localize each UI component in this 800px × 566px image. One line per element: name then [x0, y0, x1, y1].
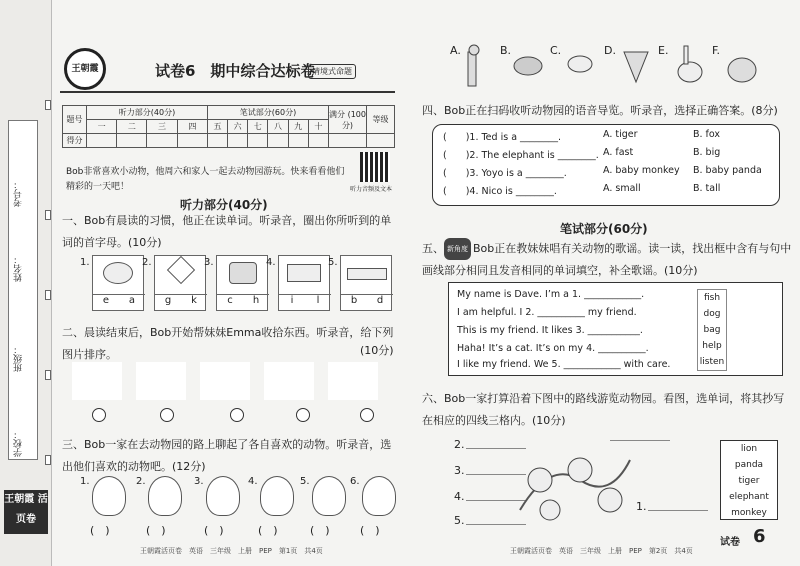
item-number: 1. — [636, 500, 647, 513]
binding-mark — [45, 100, 51, 110]
score-cell[interactable] — [87, 134, 117, 148]
exam-tag: 情境式命题 — [308, 64, 356, 79]
order-circle[interactable] — [92, 408, 106, 422]
writing-line[interactable] — [648, 510, 708, 511]
scene-picture — [72, 362, 122, 400]
page-number: 6 — [753, 526, 766, 547]
grade-header: 等级 — [367, 106, 395, 134]
letter-option[interactable]: h — [243, 294, 269, 306]
bird-icon — [562, 42, 610, 88]
fish-icon — [508, 42, 556, 88]
question-4-text: 四、Bob正在扫码收听动物园的语音导览。听录音，选择正确答案。(8分) — [422, 104, 778, 117]
song-line[interactable]: This is my friend. It likes 3. ___________. — [457, 325, 643, 336]
page-badge: 试卷 — [720, 537, 740, 548]
qr-code[interactable] — [360, 152, 390, 182]
song-line[interactable]: My name is Dave. I’m a 1. ____________. — [457, 289, 645, 300]
dad-face — [260, 476, 294, 516]
letter-option[interactable]: c — [217, 294, 243, 306]
answer-blank[interactable]: ( ) — [258, 524, 278, 537]
question-3-text: 三、Bob一家在去动物园的路上聊起了各自喜欢的动物。听录音，选出他们喜欢的动物吧。(12分) — [62, 438, 392, 473]
answer-blank[interactable]: ( ) — [310, 524, 330, 537]
q-number: 五 — [207, 120, 227, 134]
word-option: bag — [703, 325, 721, 335]
publisher-logo: 王朝霞 — [64, 48, 106, 90]
question-6-text: 六、Bob一家打算沿着下图中的路线游览动物园。看图，选单词，将其抄写在相应的四线三格内。(10分) — [422, 392, 785, 427]
answer-blank[interactable]: ( ) — [90, 524, 110, 537]
score-cell[interactable] — [268, 134, 288, 148]
exam-title: 试卷6 期中综合达标卷 — [155, 62, 316, 80]
option-letter: C. — [550, 44, 562, 57]
scene-picture — [264, 362, 314, 400]
option-letter: B. — [500, 44, 512, 57]
word-option: fish — [703, 293, 721, 303]
q-number: 六 — [228, 120, 248, 134]
q4-row — [443, 183, 773, 201]
q4-option-a[interactable]: A. fast — [603, 147, 634, 158]
q5-prefix: 五、 — [422, 242, 444, 255]
q4-box — [432, 124, 780, 206]
q6-word-bank — [720, 440, 778, 520]
q-number: 一 — [87, 120, 117, 134]
q4-option-b[interactable]: B. tall — [693, 183, 721, 194]
letter-option[interactable]: l — [305, 294, 331, 306]
q-number: 九 — [288, 120, 308, 134]
word-option: dog — [703, 309, 721, 319]
q4-question[interactable]: ( )2. The elephant is ________. — [443, 150, 599, 161]
listening-header: 听力部分(40分) — [87, 106, 208, 120]
letter-option[interactable]: d — [367, 294, 393, 306]
binding-mark — [45, 370, 51, 380]
q5-instruction: Bob正在教妹妹唱有关动物的歌谣。读一读，找出框中含有与句中画线部分相同且发音相同的单词填空，补全歌谣。(10分) — [422, 242, 792, 277]
q4-option-b[interactable]: B. baby panda — [693, 165, 762, 176]
item-number: 3. — [454, 464, 465, 477]
scene-picture — [200, 362, 250, 400]
letter-option[interactable]: i — [279, 294, 305, 306]
bed-picture — [340, 255, 392, 311]
question-2-score: (10分) — [360, 344, 394, 357]
row-label: 题号 — [63, 106, 87, 134]
word-option: listen — [699, 357, 725, 367]
letter-option[interactable]: b — [341, 294, 367, 306]
word-bank — [697, 289, 727, 371]
question-5-text — [422, 238, 792, 282]
word-option: monkey — [731, 508, 767, 518]
score-cell[interactable] — [308, 134, 328, 148]
word-option: elephant — [729, 492, 769, 502]
item-number: 5. — [454, 514, 465, 527]
letter-option[interactable]: a — [119, 294, 145, 306]
q4-row — [443, 147, 773, 165]
item-number: 5. — [300, 476, 310, 487]
new-angle-badge: 新角度 — [444, 238, 471, 260]
binding-mark — [45, 455, 51, 465]
song-line[interactable]: I am helpful. I 2. __________ my friend. — [457, 307, 637, 318]
q-number: 八 — [268, 120, 288, 134]
title-bar — [60, 48, 395, 93]
item-number: 3. — [194, 476, 204, 487]
q4-option-b[interactable]: B. fox — [693, 129, 721, 140]
dog-icon — [722, 42, 770, 88]
girl-face — [362, 476, 396, 516]
q4-row — [443, 165, 773, 183]
ill-child-picture — [278, 255, 330, 311]
grandma-face — [148, 476, 182, 516]
grandpa-face — [92, 476, 126, 516]
item-number: 1. — [80, 257, 90, 268]
score-cell[interactable] — [329, 134, 367, 148]
answer-blank[interactable]: ( ) — [360, 524, 380, 537]
item-number: 2. — [136, 476, 146, 487]
q4-option-a[interactable]: A. small — [603, 183, 641, 194]
word-option: lion — [740, 444, 758, 454]
binding-mark — [45, 290, 51, 300]
item-number: 3. — [204, 257, 214, 268]
order-circle[interactable] — [296, 408, 310, 422]
score-cell[interactable] — [248, 134, 268, 148]
order-circle[interactable] — [230, 408, 244, 422]
q4-row — [443, 129, 773, 147]
question-2-text: 二、晨读结束后，Bob开始帮妹妹Emma收拾东西。听录音，给下列图片排序。 — [62, 326, 394, 361]
item-number: 6. — [350, 476, 360, 487]
q4-option-a[interactable]: A. baby monkey — [603, 165, 680, 176]
option-letter: E. — [658, 44, 669, 57]
school-field-label: 学校： — [14, 430, 24, 457]
item-number: 4. — [266, 257, 276, 268]
name-field-label: 姓名： — [14, 255, 24, 282]
score-cell[interactable] — [117, 134, 147, 148]
score-cell[interactable] — [177, 134, 207, 148]
writing-header: 笔试部分(60分) — [207, 106, 328, 120]
answer-blank[interactable]: ( ) — [204, 524, 224, 537]
q-number: 十 — [308, 120, 328, 134]
item-number: 2. — [142, 257, 152, 268]
score-cell[interactable] — [367, 134, 395, 148]
page-footer: 王朝霞活页卷 英语 三年级 上册 PEP 第1页 共4页 — [140, 547, 323, 555]
mom-face — [206, 476, 240, 516]
word-option: panda — [734, 460, 764, 470]
letter-option[interactable]: e — [93, 294, 119, 306]
letter-option[interactable]: k — [181, 294, 207, 306]
order-circle[interactable] — [360, 408, 374, 422]
item-number: 4. — [454, 490, 465, 503]
item-number: 5. — [328, 257, 338, 268]
word-option: help — [702, 341, 722, 351]
listening-section-title: 听力部分(40分) — [180, 198, 268, 212]
q4-option-b[interactable]: B. big — [693, 147, 721, 158]
q-number: 七 — [248, 120, 268, 134]
scene-picture — [136, 362, 186, 400]
option-letter: D. — [604, 44, 616, 57]
left-page — [60, 0, 400, 566]
fox-icon — [616, 42, 664, 88]
brand-logo: 王朝霞 活页卷 — [4, 490, 48, 534]
q-number: 二 — [117, 120, 147, 134]
q4-question[interactable]: ( )4. Nico is ________. — [443, 186, 557, 197]
q1-picture-row — [80, 255, 400, 315]
rabbit-icon — [670, 42, 721, 88]
total-header: 满分 (100分) — [329, 106, 367, 134]
score-label: 得分 — [63, 134, 87, 148]
order-circle[interactable] — [160, 408, 174, 422]
scene-picture — [328, 362, 378, 400]
option-letter: A. — [450, 44, 461, 57]
item-number: 2. — [454, 438, 465, 451]
score-cell[interactable] — [288, 134, 308, 148]
q4-question[interactable]: ( )3. Yoyo is a ________. — [443, 168, 567, 179]
page-footer: 王朝霞活页卷 英语 三年级 上册 PEP 第2页 共4页 — [510, 547, 693, 555]
song-line[interactable]: Haha! It’s a cat. It’s on my 4. __________. — [457, 343, 649, 354]
zoo-route-map — [510, 440, 640, 530]
qr-caption: 听力音频及文本 — [350, 186, 393, 193]
kite-picture — [154, 255, 206, 311]
q4-option-a[interactable]: A. tiger — [603, 129, 638, 140]
song-line[interactable]: I like my friend. We 5. ____________ with care. — [457, 359, 671, 370]
student-info-box — [8, 120, 38, 460]
class-field-label: 班级： — [14, 345, 24, 372]
can-picture — [216, 255, 268, 311]
option-letter: F. — [712, 44, 721, 57]
answer-blank[interactable]: ( ) — [146, 524, 166, 537]
binding-sidebar — [0, 0, 52, 566]
song-box — [448, 282, 783, 376]
egg-picture — [92, 255, 144, 311]
letter-option[interactable]: g — [155, 294, 181, 306]
binding-mark — [45, 210, 51, 220]
writing-section-title: 笔试部分(60分) — [560, 222, 648, 236]
item-number: 4. — [248, 476, 258, 487]
score-table — [62, 105, 395, 148]
intro-text: Bob非常喜欢小动物，他周六和家人一起去动物园游玩。快来看看他们精彩的一天吧！ — [66, 167, 345, 192]
score-cell[interactable] — [228, 134, 248, 148]
score-cell[interactable] — [147, 134, 177, 148]
q4-question[interactable]: ( )1. Ted is a ________. — [443, 132, 562, 143]
q-number: 四 — [177, 120, 207, 134]
score-cell[interactable] — [207, 134, 227, 148]
q-number: 三 — [147, 120, 177, 134]
word-option: tiger — [738, 476, 760, 486]
id-field-label: 考号： — [14, 180, 24, 207]
question-1-text: 一、Bob有晨读的习惯，他正在读单词。听录音，圈出你所听到的单词的首字母。(10分) — [62, 214, 392, 249]
boy-face — [312, 476, 346, 516]
item-number: 1. — [80, 476, 90, 487]
